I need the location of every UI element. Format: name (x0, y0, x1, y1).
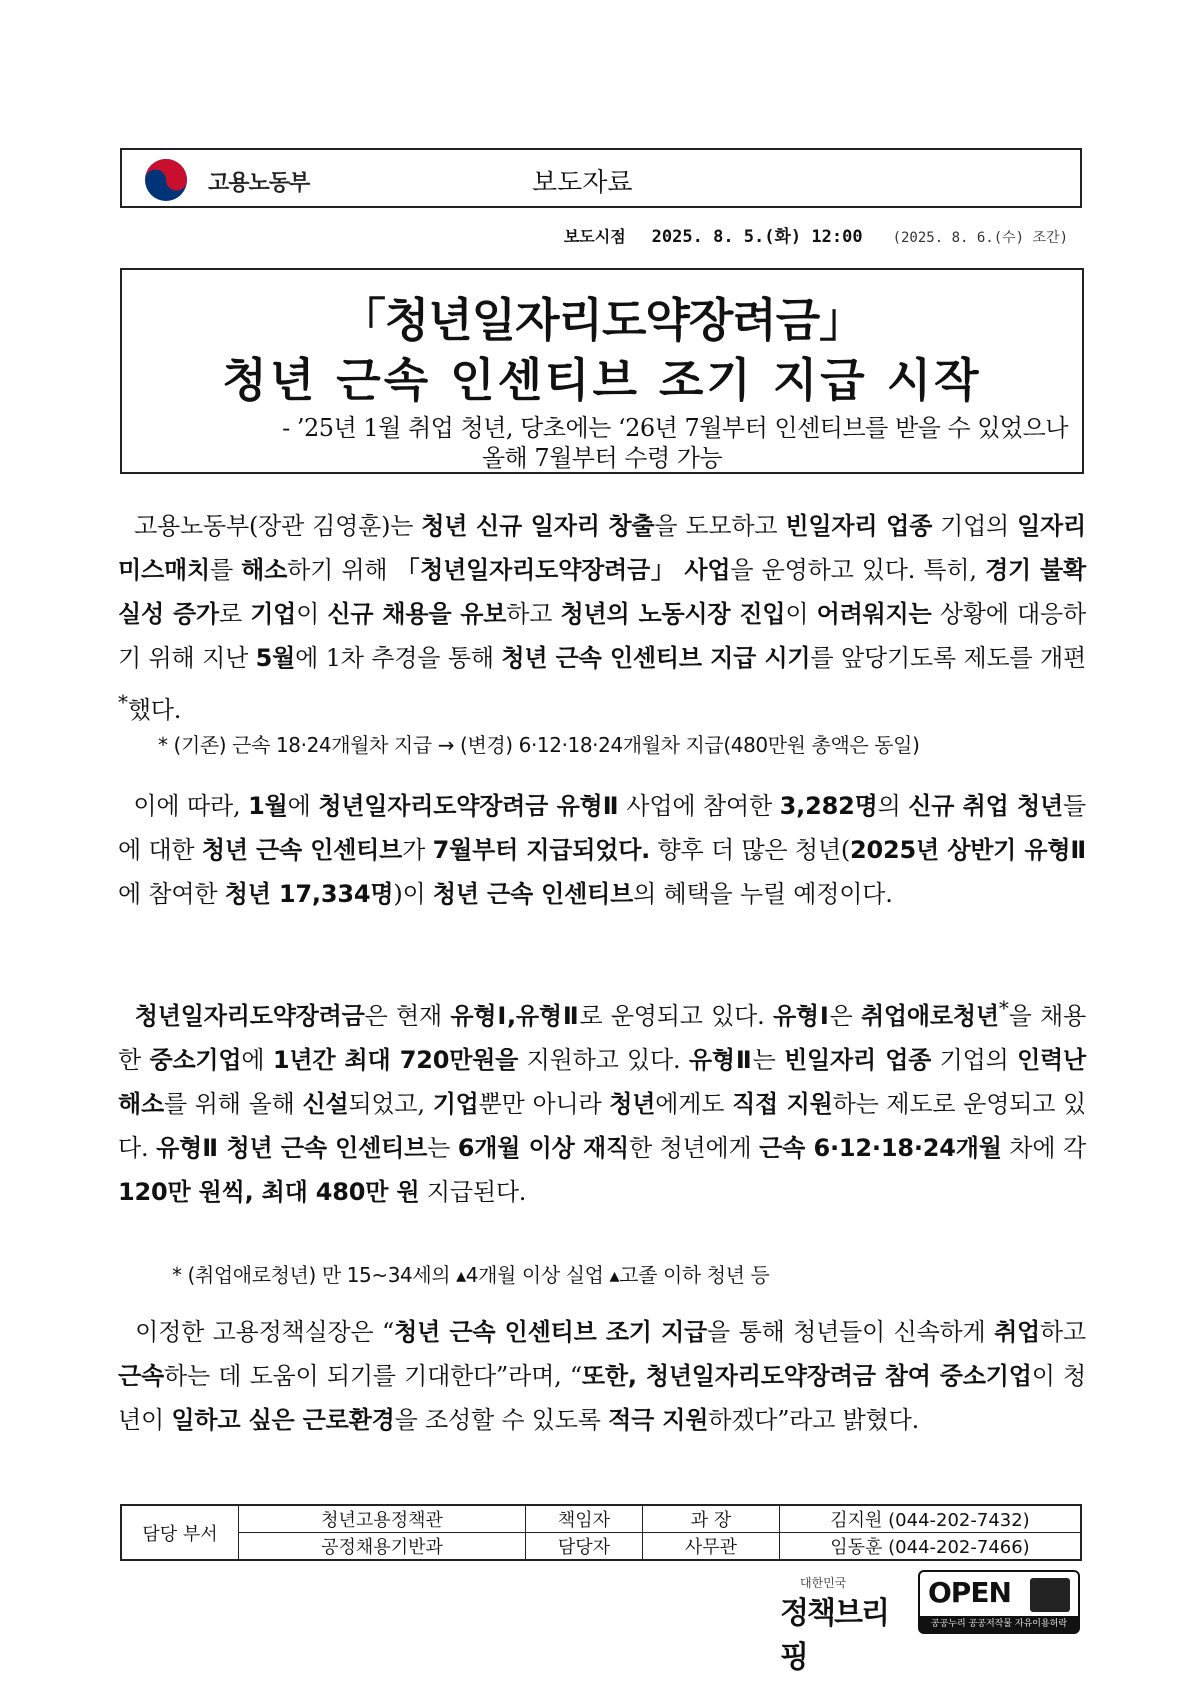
footnote-1: * (기존) 근속 18·24개월차 지급 → (변경) 6·12·18·24개월차 지급(480만원 총액은 동일) (158, 733, 920, 757)
government-emblem-icon (144, 158, 188, 202)
paragraph-2: 이에 따라, 1월에 청년일자리도약장려금 유형Ⅱ 사업에 참여한 3,282명의 신규 취업 청년들에 대한 청년 근속 인센티브가 7월부터 지급되었다. 향후 더 많은 청년(2025년 상반기 유형Ⅱ에 참여한 청년 17,334명)이 청년 근속 인센티브의 혜택을 누릴 예정이다. (118, 792, 1086, 908)
dept-cell: 공정채용기반과 (239, 1533, 526, 1561)
ministry-name: 고용노동부 (208, 171, 310, 196)
document-type: 보도자료 (532, 168, 633, 198)
subheadline-line-1: - ’25년 1월 취업 청년, 당초에는 ‘26년 7월부터 인센티브를 받을 수 있었으나 (282, 414, 1068, 442)
policy-briefing-country: 대한민국 (800, 1576, 847, 1590)
open-license-text: OPEN (928, 1576, 1011, 1609)
policy-briefing-name: 정책브리핑 (780, 1596, 888, 1675)
title-box (120, 268, 1084, 474)
policy-briefing-logo (780, 1574, 910, 1675)
paragraph-4: 이정한 고용정책실장은 “청년 근속 인센티브 조기 지급을 통해 청년들이 신속하게 취업하고 근속하는 데 도움이 되기를 기대한다”라며, “또한, 청년일자리도약장려금 참여 중소기업이 청년이 일하고 싶은 근로환경을 조성할 수 있도록 적극 지원하겠다”라고 밝혔다. (118, 1318, 1087, 1434)
role-cell: 책임자 (526, 1505, 643, 1533)
footnote-2: * (취업애로청년) 만 15~34세의 ▴4개월 이상 실업 ▴고졸 이하 청년 등 (172, 1263, 770, 1287)
paragraph-1: 고용노동부(장관 김영훈)는 청년 신규 일자리 창출을 도모하고 빈일자리 업종 기업의 일자리 미스매치를 해소하기 위해 「청년일자리도약장려금」 사업을 운영하고 있다. 특히, 경기 불확실성 증가로 기업이 신규 채용을 유보하고 청년의 노동시장 진입이 어려워지는 상황에 대응하기 위해 지난 5월에 1차 추경을 통해 청년 근속 인센티브 지급 시기를 앞당기도록 제도를 개편*했다. (118, 512, 1087, 724)
subheadline-line-2: 올해 7월부터 수령 가능 (481, 444, 723, 472)
dept-cell: 청년고용정책관 (239, 1505, 526, 1533)
embargo-note: (2025. 8. 6.(수) 조간) (892, 230, 1068, 246)
open-license-badge (918, 1570, 1080, 1634)
person-cell: 임동훈 (044-202-7466) (780, 1533, 1082, 1561)
position-cell: 사무관 (643, 1533, 780, 1561)
paragraph-3: 청년일자리도약장려금은 현재 유형Ⅰ,유형Ⅱ로 운영되고 있다. 유형Ⅰ은 취업애로청년*을 채용한 중소기업에 1년간 최대 720만원을 지원하고 있다. 유형Ⅱ는 빈일자리 업종 기업의 인력난 해소를 위해 올해 신설되었고, 기업뿐만 아니라 청년에게도 직접 지원하는 제도로 운영되고 있다. 유형Ⅱ 청년 근속 인센티브는 6개월 이상 재직한 청년에게 근속 6·12·18·24개월 차에 각 120만 원씩, 최대 480만 원 지급된다. (118, 996, 1087, 1206)
headline-main: 청년 근속 인센티브 조기 지급 시작 (222, 353, 982, 407)
contact-table (120, 1504, 1082, 1561)
release-datetime: 2025. 8. 5.(화) 12:00 (651, 227, 863, 247)
header-box (120, 148, 1082, 208)
attribution-icon (1030, 1578, 1070, 1612)
dept-label-cell: 담당 부서 (121, 1505, 239, 1560)
open-license-caption: 공공누리 공공저작물 자유이용허락 (920, 1616, 1078, 1632)
release-time-line (120, 222, 1082, 247)
role-cell: 담당자 (526, 1533, 643, 1561)
position-cell: 과 장 (643, 1505, 780, 1533)
headline-program: 「청년일자리도약장려금」 (339, 293, 865, 347)
person-cell: 김지원 (044-202-7432) (780, 1505, 1082, 1533)
release-label: 보도시점 (563, 227, 626, 246)
